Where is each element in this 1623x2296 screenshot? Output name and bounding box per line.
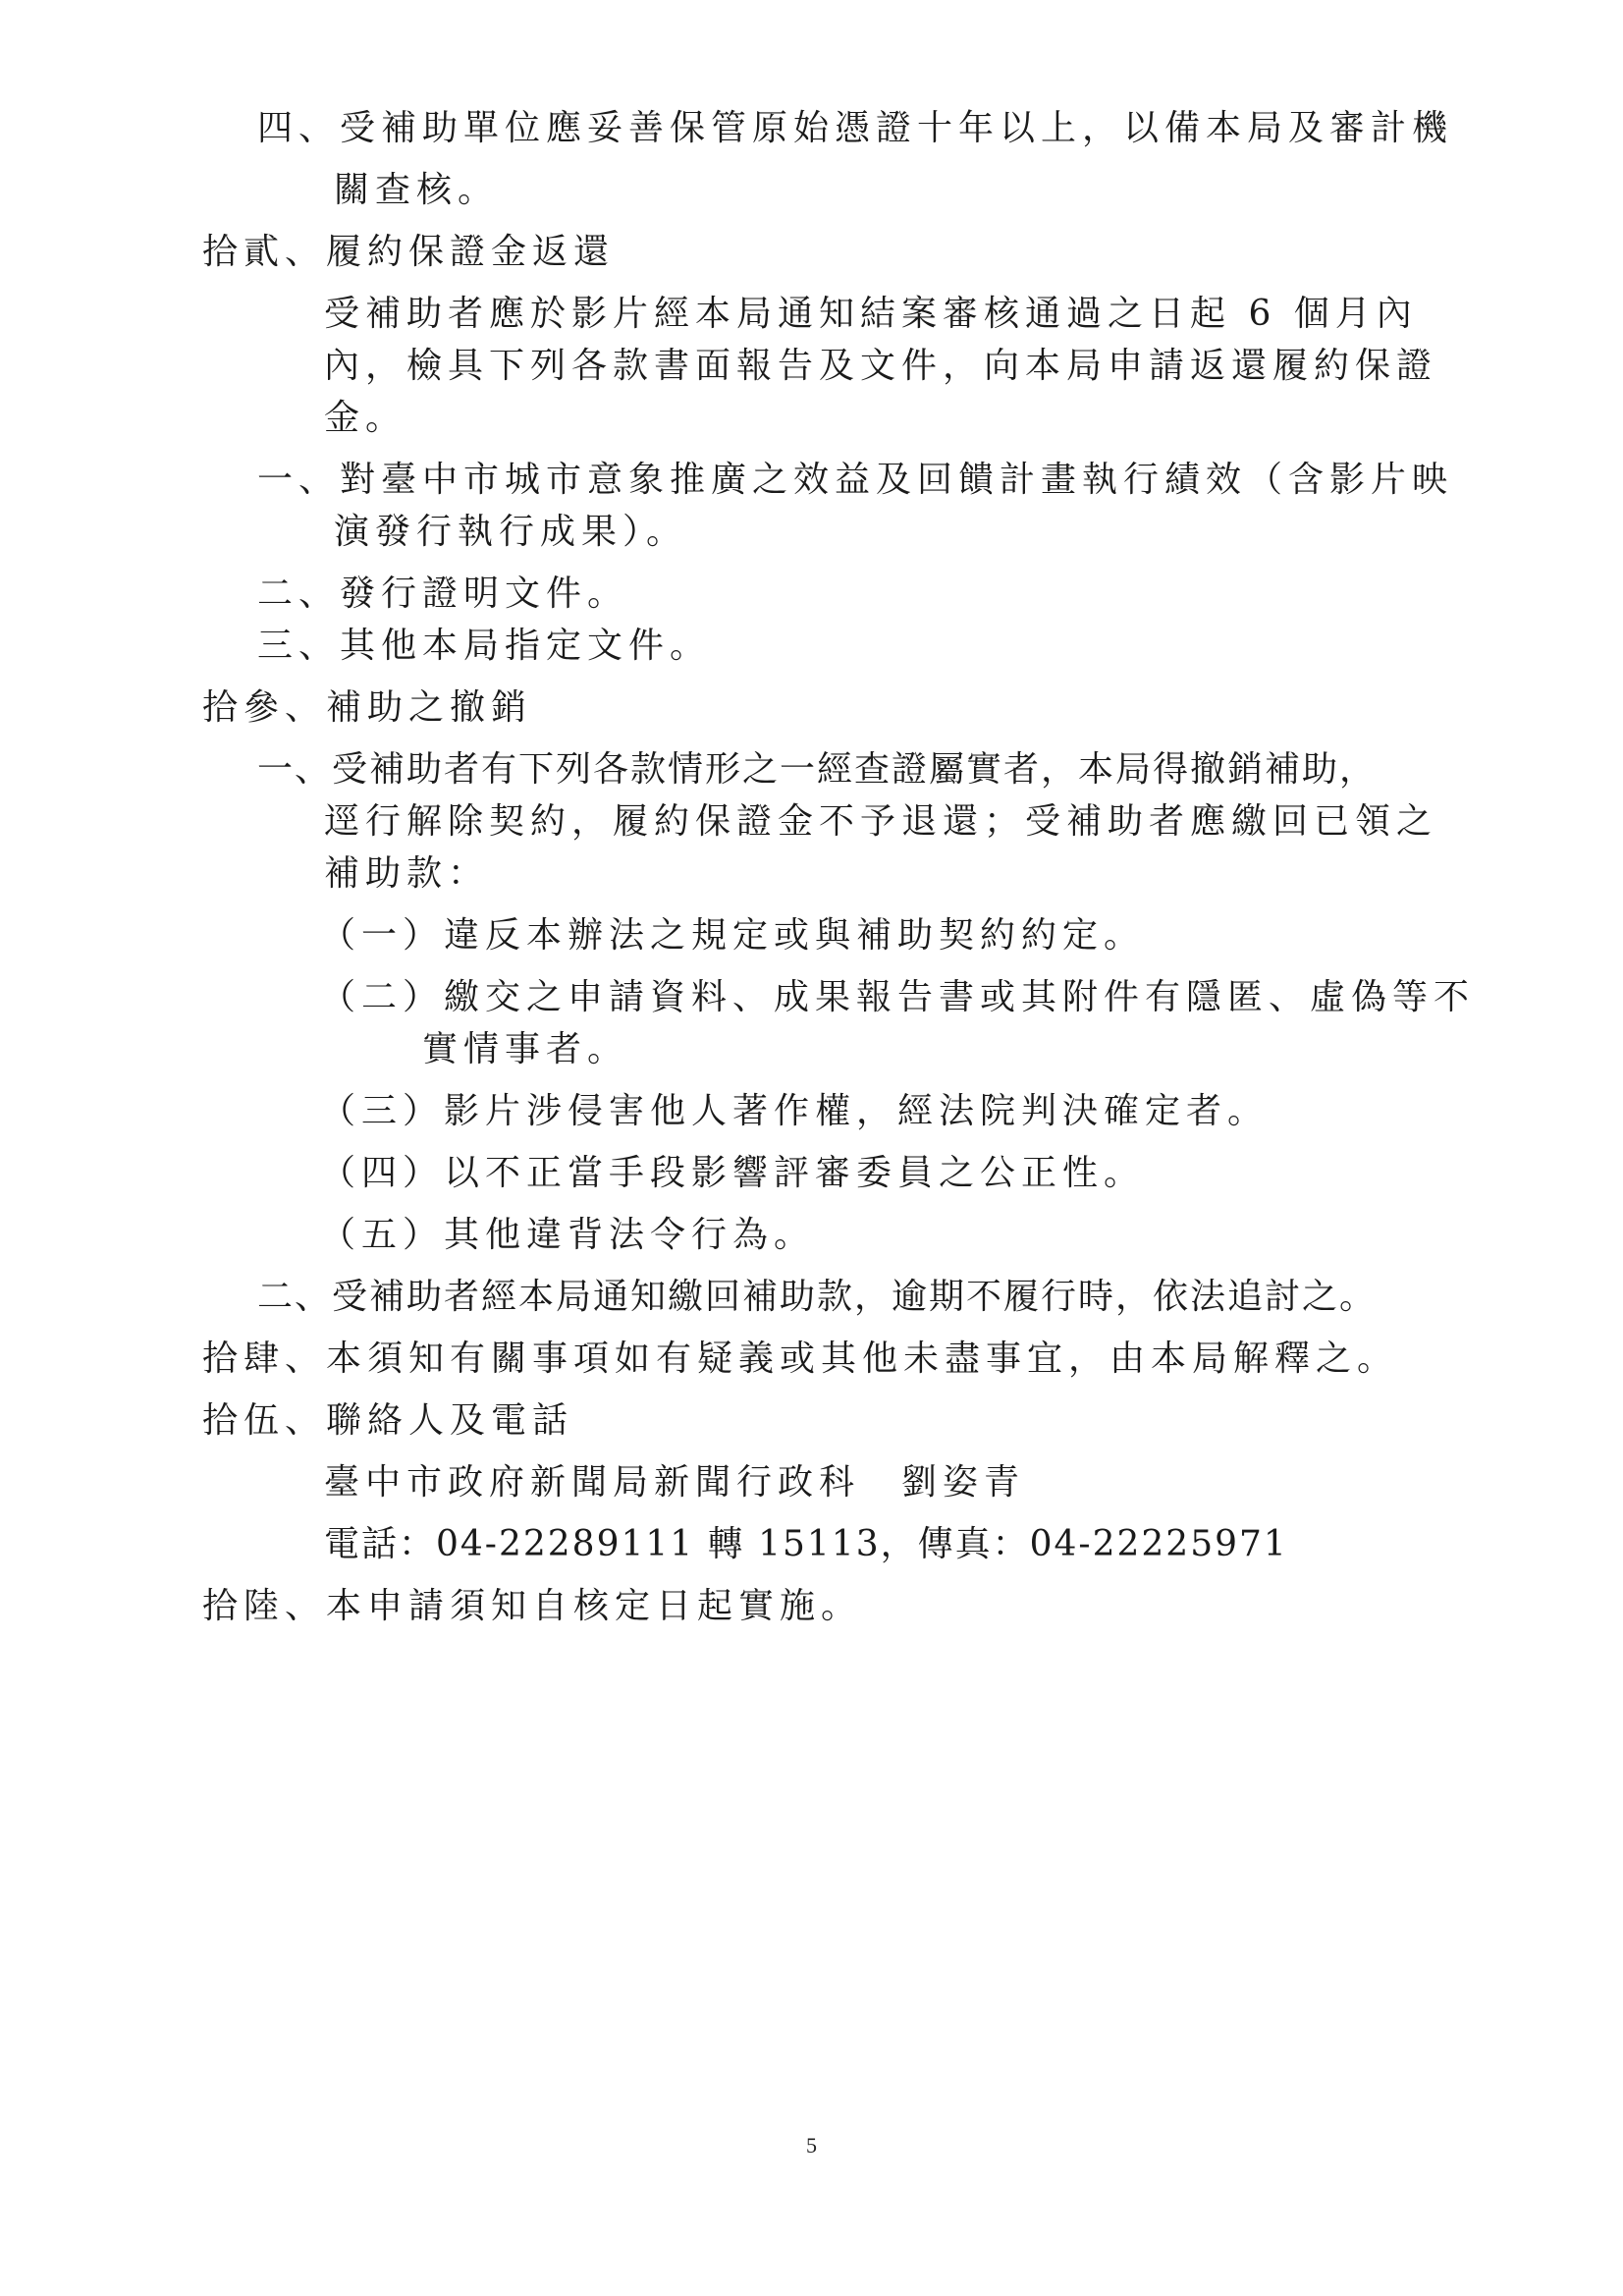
section-12-text-line-3: 金。 bbox=[324, 398, 407, 438]
section-12-item-1-line-2: 演發行執行成果）。 bbox=[334, 512, 688, 552]
section-12-text-line-2: 內，檢具下列各款書面報告及文件，向本局申請返還履約保證 bbox=[324, 346, 1438, 386]
section-13-subitem-3: （三）影片涉侵害他人著作權，經法院判決確定者。 bbox=[320, 1091, 1270, 1131]
section-12-item-3: 三、其他本局指定文件。 bbox=[257, 626, 712, 666]
section-13-subitem-1: （一）違反本辦法之規定或與補助契約約定。 bbox=[320, 915, 1146, 956]
section-13-heading: 拾參、補助之撤銷 bbox=[202, 687, 533, 728]
section-13-item-1-line-3: 補助款： bbox=[324, 853, 490, 894]
section-13-subitem-2-line-1: （二）繳交之申請資料、成果報告書或其附件有隱匿、虛偽等不 bbox=[320, 977, 1476, 1017]
section-12-text-line-1: 受補助者應於影片經本局通知結案審核通過之日起 6 個月內 bbox=[324, 294, 1418, 334]
section-13-subitem-5: （五）其他違背法令行為。 bbox=[320, 1215, 816, 1255]
contact-person: 臺中市政府新聞局新聞行政科 劉姿青 bbox=[324, 1462, 1026, 1503]
section-12-item-2: 二、發行證明文件。 bbox=[257, 574, 629, 614]
section-13-subitem-2-line-2: 實情事者。 bbox=[422, 1029, 629, 1069]
section-4-text-line-2: 關查核。 bbox=[334, 170, 500, 210]
section-4-text-line-1: 四、受補助單位應妥善保管原始憑證十年以上，以備本局及審計機 bbox=[257, 108, 1454, 148]
section-13-item-1-line-2: 逕行解除契約，履約保證金不予退還；受補助者應繳回已領之 bbox=[324, 801, 1438, 842]
section-12-item-1-line-1: 一、對臺中市城市意象推廣之效益及回饋計畫執行績效（含影片映 bbox=[257, 460, 1454, 500]
page-number: 5 bbox=[806, 2133, 817, 2158]
section-13-item-2: 二、受補助者經本局通知繳回補助款，逾期不履行時，依法追討之。 bbox=[257, 1277, 1378, 1317]
section-13-item-1-line-1: 一、受補助者有下列各款情形之一經查證屬實者，本局得撤銷補助， bbox=[257, 749, 1378, 790]
section-16-text: 拾陸、本申請須知自核定日起實施。 bbox=[202, 1586, 863, 1626]
section-15-heading: 拾伍、聯絡人及電話 bbox=[202, 1400, 574, 1441]
section-14-text: 拾肆、本須知有關事項如有疑義或其他未盡事宜，由本局解釋之。 bbox=[202, 1339, 1399, 1379]
section-13-subitem-4: （四）以不正當手段影響評審委員之公正性。 bbox=[320, 1153, 1146, 1193]
section-12-heading: 拾貳、履約保證金返還 bbox=[202, 232, 616, 272]
contact-phone-fax: 電話：04-22289111 轉 15113，傳真：04-22225971 bbox=[324, 1524, 1288, 1564]
